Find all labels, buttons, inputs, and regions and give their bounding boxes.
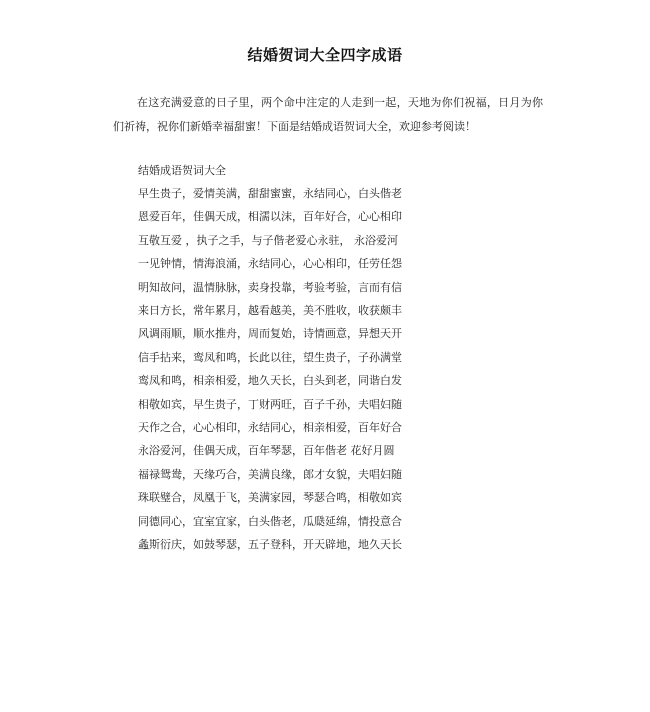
idiom-line: 鸾凤和鸣，相亲相爱，地久天长，白头到老，同谐白发 xyxy=(138,374,402,388)
page-title: 结婚贺词大全四字成语 xyxy=(247,46,403,64)
idiom-line: 珠联璧合，凤凰于飞，美满家园，琴瑟合鸣，相敬如宾 xyxy=(138,491,402,505)
idiom-line: 恩爱百年，佳偶天成，相濡以沫，百年好合，心心相印 xyxy=(138,210,402,224)
idiom-line: 同德同心，宜室宜家，白头偕老，瓜瓞延绵，情投意合 xyxy=(138,514,402,528)
idiom-line: 天作之合，心心相印，永结同心，相亲相爱，百年好合 xyxy=(138,421,402,435)
intro-paragraph: 在这充满爱意的日子里，两个命中注定的人走到一起，天地为你们祝福，日月为你们祈祷，祝你们新婚幸福甜蜜！下面是结婚成语贺词大全，欢迎参考阅读！ xyxy=(113,96,543,133)
idiom-line: 信手拈来，鸾凤和鸣，长此以往，望生贵子，子孙满堂 xyxy=(138,350,402,364)
idiom-line: 明知故问，温情脉脉，卖身投靠，考验考验，言而有信 xyxy=(138,280,402,294)
list-heading: 结婚成语贺词大全 xyxy=(138,164,226,177)
idiom-line: 互敬互爱 ，执子之手，与子偕老爱心永驻， 永浴爱河 xyxy=(138,233,398,247)
idiom-line: 早生贵子，爱情美满，甜甜蜜蜜，永结同心，白头偕老 xyxy=(138,187,402,200)
idiom-line: 永浴爱河，佳偶天成，百年琴瑟，百年偕老 花好月圆 xyxy=(138,444,395,458)
idiom-line: 福禄鸳鸯，天缘巧合，美满良缘，郎才女貌，夫唱妇随 xyxy=(138,467,402,481)
idiom-line: 风调雨顺，顺水推舟，周而复始，诗情画意，异想天开 xyxy=(138,327,402,341)
idiom-line: 来日方长，常年累月，越看越美，美不胜收，收获颇丰 xyxy=(138,304,402,318)
idiom-line: 一见钟情，情海浪涌，永结同心，心心相印，任劳任怨 xyxy=(138,257,402,271)
idiom-line: 螽斯衍庆，如鼓琴瑟，五子登科，开天辟地，地久天长 xyxy=(138,538,402,552)
idiom-line: 相敬如宾，早生贵子，丁财两旺，百子千孙，夫唱妇随 xyxy=(138,397,402,411)
idiom-list xyxy=(138,159,458,557)
